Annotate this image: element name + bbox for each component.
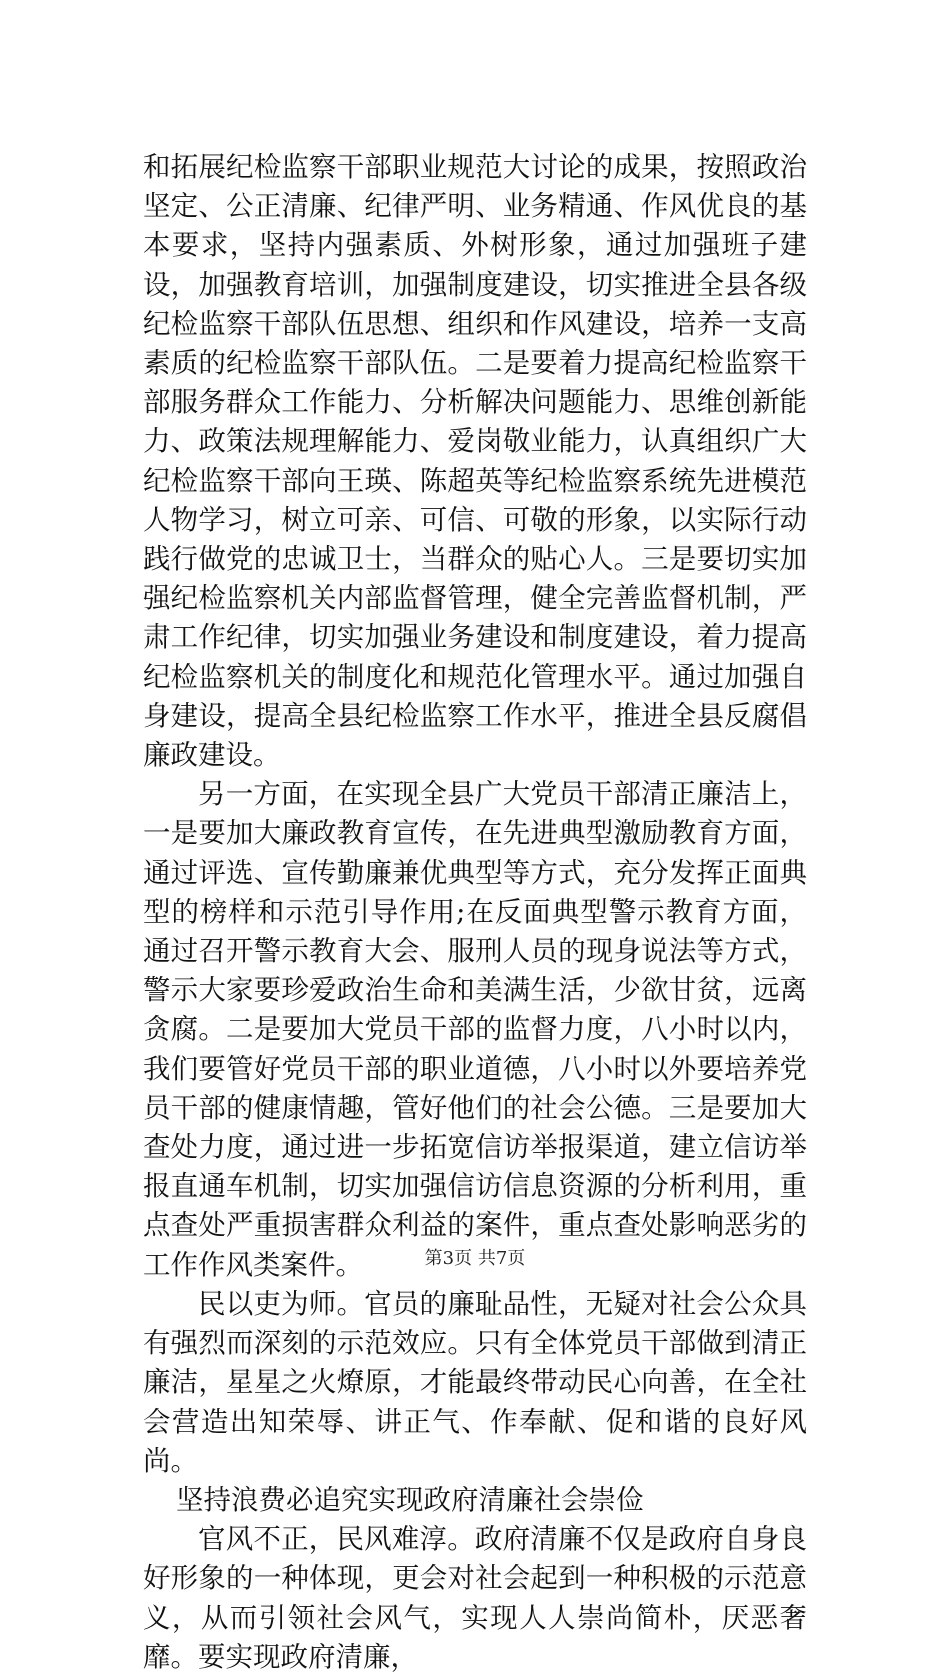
paragraph-official-style: 官风不正，民风难淳。政府清廉不仅是政府自身良好形象的一种体现，更会对社会起到一种积极的示范意义，从而引领社会风气，实现人人崇尚简朴，厌恶奢靡。要实现政府清廉， xyxy=(143,1523,807,1673)
section-heading: 坚持浪费必追究实现政府清廉社会崇俭 xyxy=(176,1483,644,1516)
paragraph-officials-as-teachers: 民以吏为师。官员的廉耻品性，无疑对社会公众具有强烈而深刻的示范效应。只有全体党员干部做到清正廉洁，星星之火燎原，才能最终带动民心向善，在全社会营造出知荣辱、讲正气、作奉献、促和谐的良好风尚。 xyxy=(143,1287,807,1477)
paragraph-continued: 和拓展纪检监察干部职业规范大讨论的成果，按照政治坚定、公正清廉、纪律严明、业务精通、作风优良的基本要求，坚持内强素质、外树形象，通过加强班子建设，加强教育培训，加强制度建设，切实推进全县各级纪检监察干部队伍思想、组织和作风建设，培养一支高素质的纪检监察干部队伍。二是要着力提高纪检监察干部服务群众工作能力、分析解决问题能力、思维创新能力、政策法规理解能力、爱岗敬业能力，认真组织广大纪检监察干部向王瑛、陈超英等纪检监察系统先进模范人物学习，树立可亲、可信、可敬的形象，以实际行动践行做党的忠诚卫士，当群众的贴心人。三是要切实加强纪检监察机关内部监督管理，健全完善监督机制，严肃工作纪律，切实加强业务建设和制度建设，着力提高纪检监察机关的制度化和规范化管理水平。通过加强自身建设，提高全县纪检监察工作水平，推进全县反腐倡廉政建设。 xyxy=(143,151,807,772)
page-number-footer: 第3页 共7页 xyxy=(424,1248,526,1269)
paragraph-another-aspect: 另一方面，在实现全县广大党员干部清正廉洁上，一是要加大廉政教育宣传，在先进典型激励教育方面，通过评选、宣传勤廉兼优典型等方式，充分发挥正面典型的榜样和示范引导作用;在反面典型警示教育方面，通过召开警示教育大会、服刑人员的现身说法等方式，警示大家要珍爱政治生命和美满生活，少欲甘贫，远离贪腐。二是要加大党员干部的监督力度，八小时以内，我们要管好党员干部的职业道德，八小时以外要培养党员干部的健康情趣，管好他们的社会公德。三是要加大查处力度，通过进一步拓宽信访举报渠道，建立信访举报直通车机制，切实加强信访信息资源的分析利用，重点查处严重损害群众利益的案件，重点查处影响恶劣的工作作风类案件。 xyxy=(143,778,807,1281)
document-body xyxy=(143,148,807,1677)
